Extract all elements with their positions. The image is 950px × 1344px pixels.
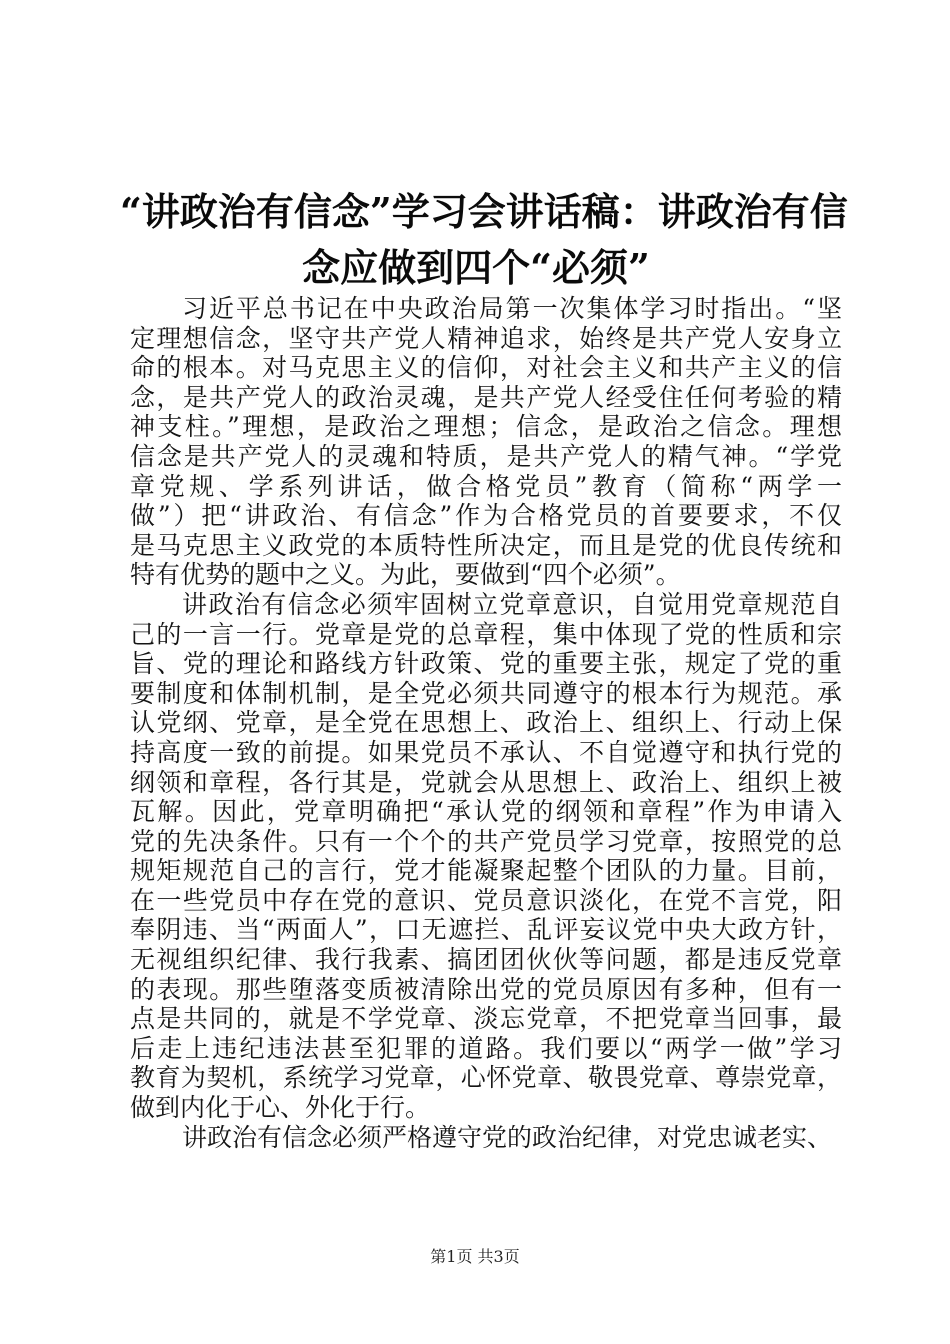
- paragraph-line: 讲政治有信念必须牢固树立党章意识，自觉用党章规范自: [182, 589, 842, 619]
- paragraph-line: 在一些党员中存在党的意识、党员意识淡化，在党不言党，阳: [130, 885, 842, 915]
- paragraph-line: 后走上违纪违法甚至犯罪的道路。我们要以“两学一做”学习: [130, 1033, 842, 1063]
- paragraph-line: 定理想信念，坚守共产党人精神追求，始终是共产党人安身立: [130, 323, 842, 353]
- paragraph-line: 党的先决条件。只有一个个的共产党员学习党章，按照党的总: [130, 826, 842, 856]
- paragraph-line: 信念是共产党人的灵魂和特质，是共产党人的精气神。“学党: [130, 441, 842, 471]
- paragraph-line: 是马克思主义政党的本质特性所决定，而且是党的优良传统和: [130, 530, 842, 560]
- paragraph-line: 奉阴违、当“两面人”，口无遮拦、乱评妄议党中央大政方针，: [130, 915, 842, 945]
- paragraph-line: 无视组织纪律、我行我素、搞团团伙伙等问题，都是违反党章: [130, 945, 842, 975]
- paragraph-line: 认党纲、党章，是全党在思想上、政治上、组织上、行动上保: [130, 708, 842, 738]
- body-paragraph: [130, 294, 842, 590]
- paragraph-line: 持高度一致的前提。如果党员不承认、不自觉遵守和执行党的: [130, 737, 842, 767]
- paragraph-line: 己的一言一行。党章是党的总章程，集中体现了党的性质和宗: [130, 619, 842, 649]
- paragraph-line: 习近平总书记在中央政治局第一次集体学习时指出。“坚: [182, 294, 842, 323]
- page-footer: 第1页 共3页: [430, 1247, 520, 1266]
- paragraph-line: 点是共同的，就是不学党章、淡忘党章，不把党章当回事，最: [130, 1004, 842, 1034]
- paragraph-line: 旨、党的理论和路线方针政策、党的重要主张，规定了党的重: [130, 649, 842, 679]
- paragraph-line: 章党规、学系列讲话，做合格党员”教育（简称“两学一: [130, 471, 842, 501]
- paragraph-line: 特有优势的题中之义。为此，要做到“四个必须”。: [130, 560, 681, 590]
- paragraph-line: 瓦解。因此，党章明确把“承认党的纲领和章程”作为申请入: [130, 797, 842, 827]
- paragraph-line: 命的根本。对马克思主义的信仰，对社会主义和共产主义的信: [130, 353, 842, 383]
- paragraph-line: 教育为契机，系统学习党章，心怀党章、敬畏党章、尊崇党章，: [130, 1063, 842, 1093]
- body-paragraph: [130, 590, 842, 1123]
- paragraph-line: 讲政治有信念必须严格遵守党的政治纪律，对党忠诚老实、: [182, 1122, 833, 1152]
- paragraph-line: 做到内化于心、外化于行。: [130, 1093, 431, 1123]
- paragraph-line: 的表现。那些堕落变质被清除出党的党员原因有多种，但有一: [130, 974, 842, 1004]
- paragraph-line: 规矩规范自己的言行，党才能凝聚起整个团队的力量。目前，: [130, 856, 842, 886]
- paragraph-line: 神支柱。”理想，是政治之理想；信念，是政治之信念。理想: [130, 412, 842, 442]
- document-title: [120, 184, 848, 296]
- paragraph-line: 纲领和章程，各行其是，党就会从思想上、政治上、组织上被: [130, 767, 842, 797]
- paragraph-line: 做”）把“讲政治、有信念”作为合格党员的首要要求，不仅: [130, 501, 842, 531]
- paragraph-line: 念，是共产党人的政治灵魂，是共产党人经受住任何考验的精: [130, 382, 842, 412]
- document-body: [130, 294, 842, 1152]
- title-line-2: 念应做到四个“必须”: [302, 245, 650, 290]
- paragraph-line: 要制度和体制机制，是全党必须共同遵守的根本行为规范。承: [130, 678, 842, 708]
- body-paragraph: [130, 1123, 842, 1153]
- title-line-1: “讲政治有信念”学习会讲话稿：讲政治有信: [120, 189, 848, 234]
